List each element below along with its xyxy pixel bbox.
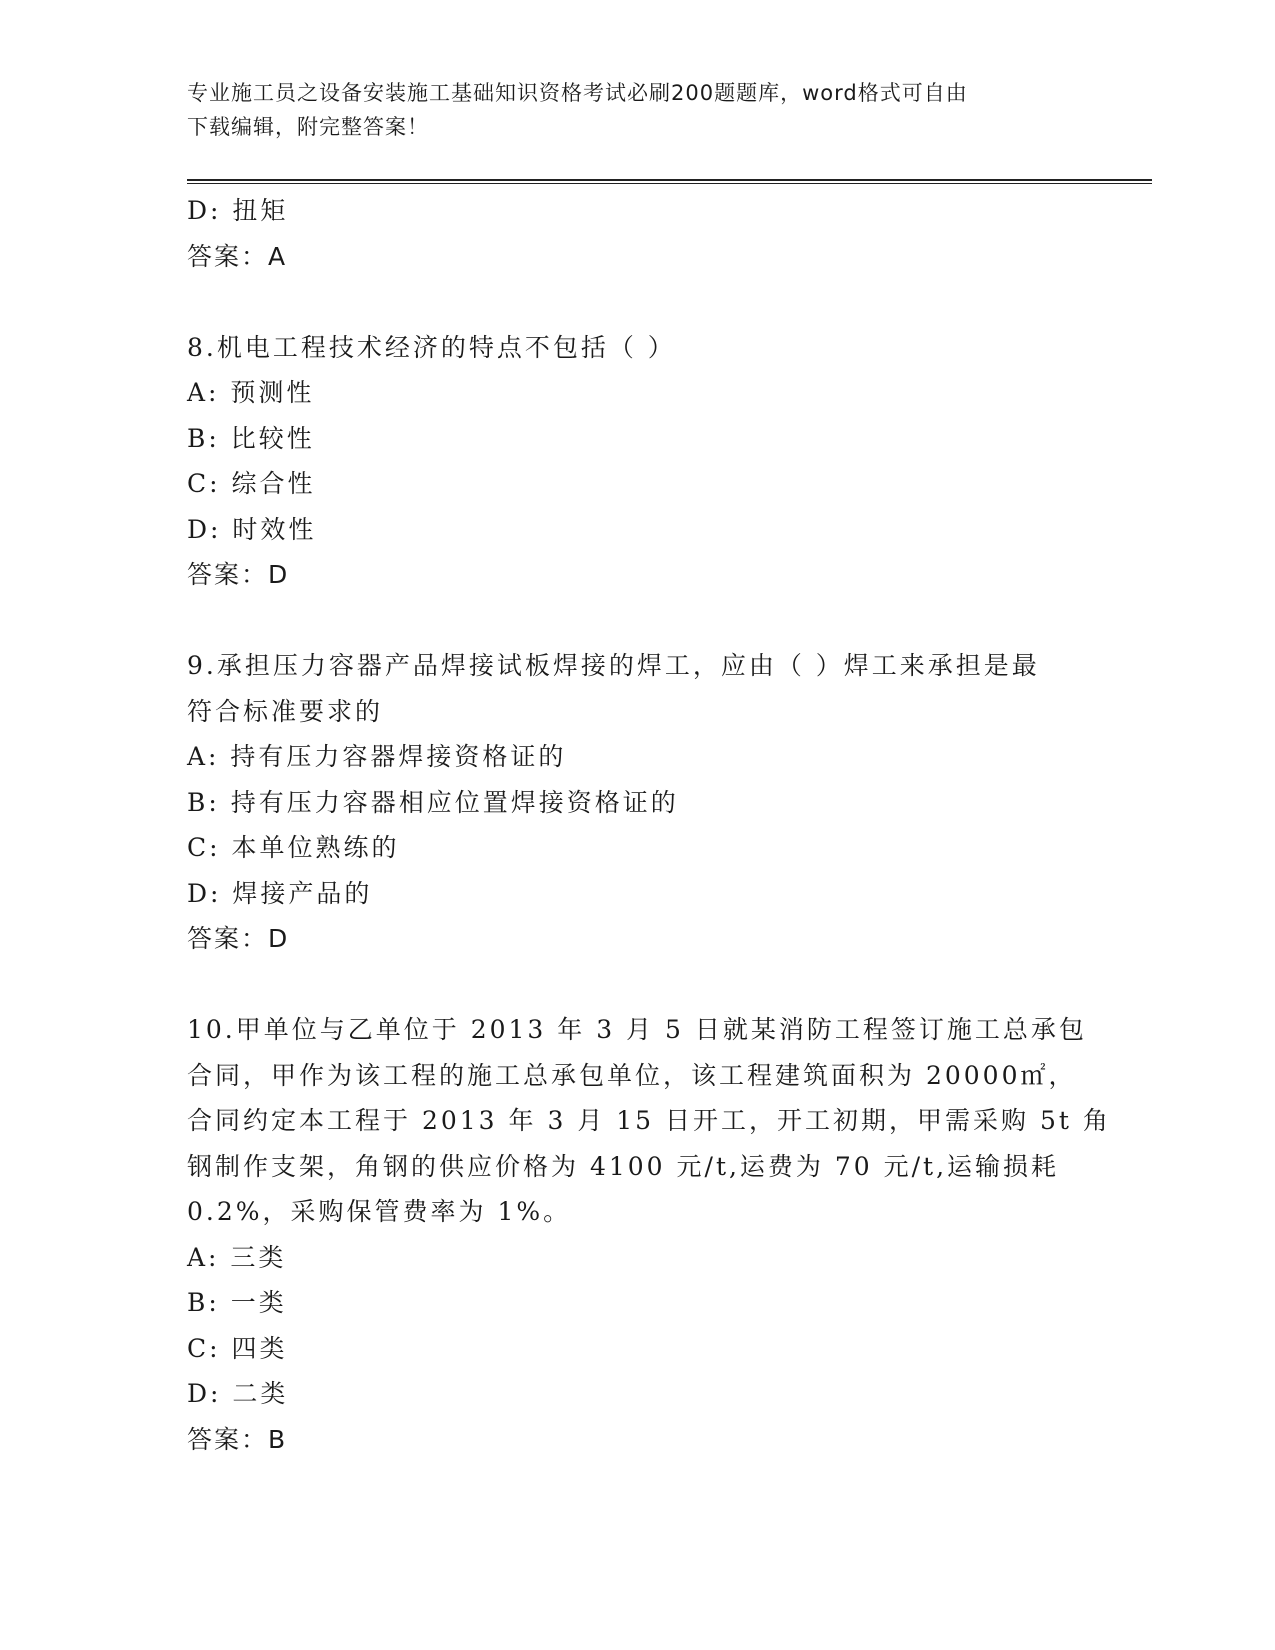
spacer xyxy=(187,962,1077,1008)
option-b: B: 一类 xyxy=(187,1288,287,1317)
header-title-line-1: 专业施工员之设备安装施工基础知识资格考试必刷200题题库，word格式可自由 xyxy=(187,81,968,105)
question-text: 8.机电工程技术经济的特点不包括（ ） xyxy=(187,332,676,362)
option-b: B: 持有压力容器相应位置焊接资格证的 xyxy=(187,787,679,817)
q7-option-d: D: 扭矩 xyxy=(187,196,289,225)
option-a: A: 持有压力容器焊接资格证的 xyxy=(187,742,567,771)
header-divider-thin xyxy=(187,183,1152,184)
option-d: D: 二类 xyxy=(187,1379,289,1408)
option-c: C: 本单位熟练的 xyxy=(187,833,400,862)
option-a: A: 预测性 xyxy=(187,378,315,407)
option-a: A: 三类 xyxy=(187,1242,287,1272)
option-b: B: 比较性 xyxy=(187,423,315,453)
answer: 答案：D xyxy=(187,924,290,953)
answer: 答案：B xyxy=(187,1424,288,1454)
question-text-line-2: 合同，甲作为该工程的施工总承包单位，该工程建筑面积为 20000㎡， xyxy=(187,1060,1077,1090)
question-text-line-4: 钢制作支架，角钢的供应价格为 4100 元/t,运费为 70 元/t,运输损耗 xyxy=(187,1151,1060,1181)
option-d: D: 焊接产品的 xyxy=(187,878,373,908)
q7-answer: 答案：A xyxy=(187,241,288,271)
header-divider-thick xyxy=(187,179,1152,181)
option-c: C: 综合性 xyxy=(187,469,316,498)
option-c: C: 四类 xyxy=(187,1333,288,1363)
page-header xyxy=(187,76,1067,144)
spacer xyxy=(187,279,1077,325)
spacer xyxy=(187,598,1077,644)
header-title-line-2: 下载编辑，附完整答案！ xyxy=(187,115,429,139)
option-d: D: 时效性 xyxy=(187,514,317,544)
question-text-line-3: 合同约定本工程于 2013 年 3 月 15 日开工，开工初期，甲需采购 5t 角 xyxy=(187,1106,1111,1135)
question-9 xyxy=(187,643,1077,962)
question-8 xyxy=(187,325,1077,598)
question-10 xyxy=(187,1007,1111,1462)
question-content xyxy=(187,188,1111,1462)
answer: 答案：D xyxy=(187,560,290,589)
question-text-line-5: 0.2%，采购保管费率为 1%。 xyxy=(187,1197,572,1226)
question-text-line-2: 符合标准要求的 xyxy=(187,696,384,726)
question-text-line-1: 10.甲单位与乙单位于 2013 年 3 月 5 日就某消防工程签订施工总承包 xyxy=(187,1015,1087,1044)
question-text-line-1: 9.承担压力容器产品焊接试板焊接的焊工，应由（ ）焊工来承担是最 xyxy=(187,651,1040,680)
